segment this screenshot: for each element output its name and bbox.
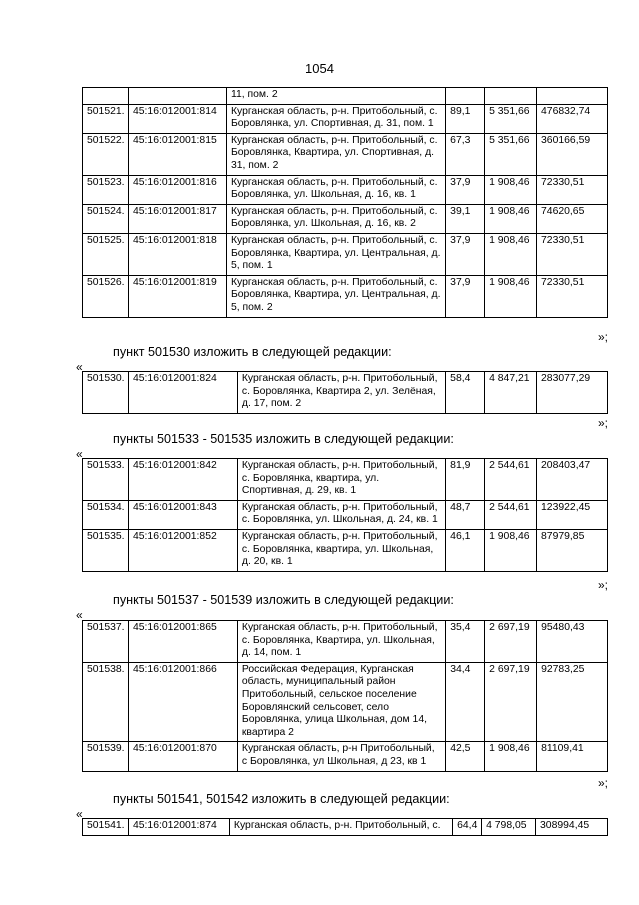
cell-number: 501535. <box>83 529 129 571</box>
opening-quote: « <box>76 360 83 374</box>
cell-cadastral-number <box>128 88 226 105</box>
table-block-2 <box>82 371 608 414</box>
table-row <box>83 529 608 571</box>
cell-price: 1 908,46 <box>485 742 537 771</box>
cell-address: Курганская область, р-н. Притобольный, с. Боровлянка, Квартира, ул. Центральная, д. 5, пом. 2 <box>226 275 445 317</box>
cell-total: 476832,74 <box>537 104 608 133</box>
cell-address: Курганская область, р-н. Притобольный, с. Боровлянка, квартира, ул. Спортивная, д. 29, кв. 1 <box>237 459 445 501</box>
cell-total: 92783,25 <box>537 662 608 742</box>
cell-number: 501521. <box>83 104 129 133</box>
cell-area: 81,9 <box>446 459 485 501</box>
cell-number: 501524. <box>83 204 129 233</box>
cell-area: 58,4 <box>446 372 485 414</box>
cell-cadastral-number: 45:16:012001:819 <box>128 275 226 317</box>
cell-cadastral-number: 45:16:012001:842 <box>128 459 237 501</box>
cell-total <box>537 88 608 105</box>
cell-number: 501541. <box>83 819 129 836</box>
cell-price: 5 351,66 <box>485 104 537 133</box>
cell-cadastral-number: 45:16:012001:824 <box>128 372 237 414</box>
closing-quote: »; <box>597 776 608 790</box>
opening-quote: « <box>76 807 83 821</box>
cell-number: 501537. <box>83 621 129 663</box>
cell-number: 501538. <box>83 662 129 742</box>
cell-price: 2 544,61 <box>485 459 537 501</box>
amendment-paragraph: пункты 501541, 501542 изложить в следующей редакции: <box>113 792 450 806</box>
table-row <box>83 204 608 233</box>
cell-cadastral-number: 45:16:012001:815 <box>128 133 226 175</box>
cell-total: 87979,85 <box>537 529 608 571</box>
cell-address: Курганская область, р-н. Притобольный, с. Боровлянка, Квартира 2, ул. Зелёная, д. 17, пом. 2 <box>237 372 445 414</box>
cell-total: 72330,51 <box>537 275 608 317</box>
amendment-paragraph: пункты 501537 - 501539 изложить в следующей редакции: <box>113 593 454 607</box>
amendment-paragraph: пункт 501530 изложить в следующей редакции: <box>113 345 392 359</box>
cell-cadastral-number: 45:16:012001:816 <box>128 175 226 204</box>
table-row <box>83 662 608 742</box>
cell-area: 34,4 <box>446 662 485 742</box>
cell-area: 64,4 <box>453 819 482 836</box>
amendment-paragraph: пункты 501533 - 501535 изложить в следующей редакции: <box>113 432 454 446</box>
cell-area: 37,9 <box>446 233 485 275</box>
cell-number: 501525. <box>83 233 129 275</box>
cell-number: 501530. <box>83 372 129 414</box>
cell-area: 39,1 <box>446 204 485 233</box>
cell-address: Курганская область, р-н Притобольный, с Боровлянка, ул Школьная, д 23, кв 1 <box>237 742 445 771</box>
cell-address: Курганская область, р-н. Притобольный, с. Боровлянка, ул. Школьная, д. 16, кв. 1 <box>226 175 445 204</box>
cell-total: 360166,59 <box>537 133 608 175</box>
cell-total: 308994,45 <box>536 819 608 836</box>
cell-total: 123922,45 <box>537 500 608 529</box>
table-row <box>83 88 608 105</box>
cell-cadastral-number: 45:16:012001:865 <box>128 621 237 663</box>
cell-price: 5 351,66 <box>485 133 537 175</box>
table-row <box>83 621 608 663</box>
cell-cadastral-number: 45:16:012001:874 <box>128 819 229 836</box>
opening-quote: « <box>76 447 83 461</box>
cell-price: 1 908,46 <box>485 529 537 571</box>
cell-address: Курганская область, р-н. Притобольный, с. Боровлянка, ул. Спортивная, д. 31, пом. 1 <box>226 104 445 133</box>
cell-area: 89,1 <box>446 104 485 133</box>
cell-address: Курганская область, р-н. Притобольный, с. <box>229 819 452 836</box>
cell-total: 72330,51 <box>537 175 608 204</box>
cell-number: 501534. <box>83 500 129 529</box>
table-row <box>83 104 608 133</box>
cell-price: 2 697,19 <box>485 662 537 742</box>
table-row <box>83 175 608 204</box>
cell-area <box>446 88 485 105</box>
cell-number <box>83 88 129 105</box>
cell-area: 35,4 <box>446 621 485 663</box>
table-block-4 <box>82 620 608 772</box>
cell-address: Курганская область, р-н. Притобольный, с. Боровлянка, ул. Школьная, д. 16, кв. 2 <box>226 204 445 233</box>
cell-price <box>485 88 537 105</box>
cell-address: Курганская область, р-н. Притобольный, с. Боровлянка, Квартира, ул. Школьная, д. 14, пом. 1 <box>237 621 445 663</box>
opening-quote: « <box>76 608 83 622</box>
cell-number: 501526. <box>83 275 129 317</box>
cell-price: 1 908,46 <box>485 175 537 204</box>
cell-cadastral-number: 45:16:012001:817 <box>128 204 226 233</box>
table-row <box>83 133 608 175</box>
cell-cadastral-number: 45:16:012001:814 <box>128 104 226 133</box>
cell-address: 11, пом. 2 <box>226 88 445 105</box>
cell-area: 48,7 <box>446 500 485 529</box>
cell-price: 1 908,46 <box>485 275 537 317</box>
table-row <box>83 819 608 836</box>
table-row <box>83 742 608 771</box>
table-row <box>83 372 608 414</box>
cell-total: 208403,47 <box>537 459 608 501</box>
page-number: 1054 <box>305 61 334 76</box>
cell-cadastral-number: 45:16:012001:843 <box>128 500 237 529</box>
cell-area: 67,3 <box>446 133 485 175</box>
cell-total: 72330,51 <box>537 233 608 275</box>
cell-number: 501523. <box>83 175 129 204</box>
cell-area: 37,9 <box>446 175 485 204</box>
table-row <box>83 500 608 529</box>
cell-cadastral-number: 45:16:012001:818 <box>128 233 226 275</box>
cell-number: 501539. <box>83 742 129 771</box>
table-block-5 <box>82 818 608 836</box>
cell-price: 1 908,46 <box>485 233 537 275</box>
cell-area: 37,9 <box>446 275 485 317</box>
cell-price: 2 697,19 <box>485 621 537 663</box>
cell-number: 501533. <box>83 459 129 501</box>
cell-address: Курганская область, р-н. Притобольный, с. Боровлянка, Квартира, ул. Спортивная, д. 31, пом. 2 <box>226 133 445 175</box>
table-row <box>83 233 608 275</box>
cell-price: 4 847,21 <box>485 372 537 414</box>
table-row <box>83 275 608 317</box>
closing-quote: »; <box>597 578 608 592</box>
cell-price: 2 544,61 <box>485 500 537 529</box>
cell-number: 501522. <box>83 133 129 175</box>
table-row <box>83 459 608 501</box>
cell-total: 81109,41 <box>537 742 608 771</box>
cell-price: 4 798,05 <box>482 819 536 836</box>
cell-cadastral-number: 45:16:012001:866 <box>128 662 237 742</box>
cell-address: Курганская область, р-н. Притобольный, с. Боровлянка, квартира, ул. Школьная, д. 20, кв. 1 <box>237 529 445 571</box>
cell-address: Российская Федерация, Курганская область, муниципальный район Притобольный, сельское поселение Боровлянский сельсовет, село Боровлянка, улица Школьная, дом 14, квартира 2 <box>237 662 445 742</box>
cell-area: 42,5 <box>446 742 485 771</box>
closing-quote: »; <box>597 416 608 430</box>
cell-address: Курганская область, р-н. Притобольный, с. Боровлянка, ул. Школьная, д. 24, кв. 1 <box>237 500 445 529</box>
closing-quote: »; <box>597 330 608 344</box>
cell-price: 1 908,46 <box>485 204 537 233</box>
cell-total: 95480,43 <box>537 621 608 663</box>
table-block-1 <box>82 87 608 318</box>
cell-address: Курганская область, р-н. Притобольный, с. Боровлянка, Квартира, ул. Центральная, д. 5, пом. 1 <box>226 233 445 275</box>
cell-area: 46,1 <box>446 529 485 571</box>
cell-cadastral-number: 45:16:012001:870 <box>128 742 237 771</box>
cell-total: 74620,65 <box>537 204 608 233</box>
cell-total: 283077,29 <box>537 372 608 414</box>
table-block-3 <box>82 458 608 572</box>
cell-cadastral-number: 45:16:012001:852 <box>128 529 237 571</box>
